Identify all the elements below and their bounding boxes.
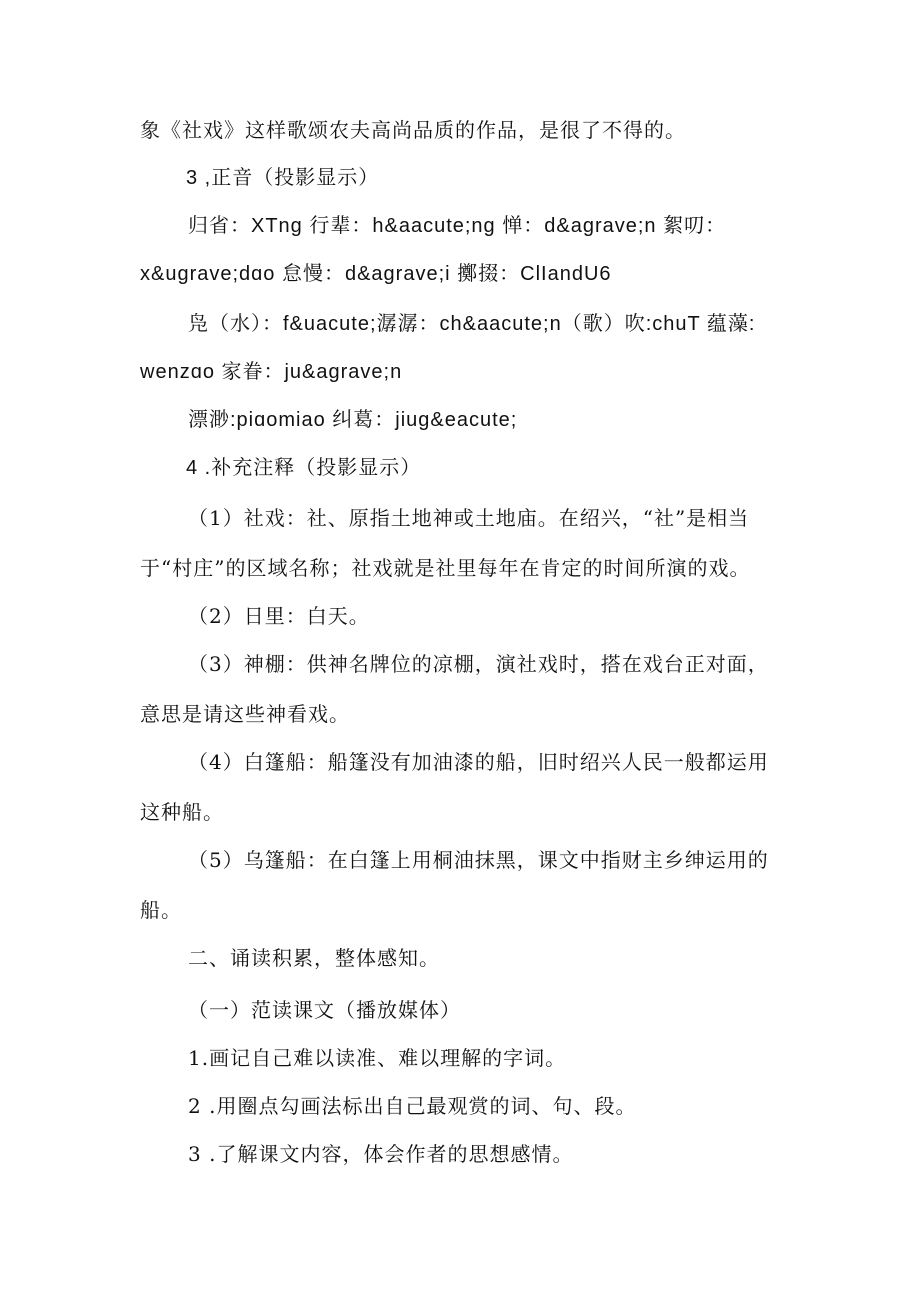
text-line: 漂渺:piɑomiao 纠葛：jiug&eacute;	[188, 409, 518, 431]
text-line: （3）神棚：供神名牌位的凉棚，演社戏时，搭在戏台正对面，	[188, 652, 769, 676]
list-item: 1.画记自己难以读准、难以理解的字词。	[188, 1046, 567, 1070]
text-line: （4）白篷船：船篷没有加油漆的船，旧时绍兴人民一般都运用	[188, 750, 769, 774]
text-line: （5）乌篷船：在白篷上用桐油抹黑，课文中指财主乡绅运用的	[188, 848, 769, 872]
text-line: 象《社戏》这样歌颂农夫高尚品质的作品，是很了不得的。	[140, 118, 686, 142]
subsection-heading: （一）范读课文（播放媒体）	[188, 998, 461, 1022]
text-line: wenzɑo 家眷：ju&agrave;n	[140, 361, 403, 383]
section-heading: 4 .补充注释（投影显示）	[186, 457, 422, 479]
text-line: 于“村庄”的区域名称；社戏就是社里每年在肯定的时间所演的戏。	[140, 556, 751, 580]
section-heading: 3 ,正音（投影显示）	[186, 167, 380, 189]
text-line: x&ugrave;dɑo 怠慢：d&agrave;i 擲掇：ClIandU6	[140, 263, 612, 285]
text-line: 凫（水）：f&uacute;潺潺：ch&aacute;n（歌）吹:chuT 蕴藻:	[188, 313, 756, 335]
section-heading: 二、诵读积累，整体感知。	[188, 946, 440, 970]
text-line: 船。	[140, 898, 182, 922]
text-line: 归省：XTng 行辈：h&aacute;ng 惮：d&agrave;n 絮叨：	[188, 215, 727, 237]
list-item: 3 .了解课文内容，体会作者的思想感情。	[188, 1142, 574, 1166]
list-item: 2 .用圈点勾画法标出自己最观赏的词、句、段。	[188, 1094, 637, 1118]
text-line: （2）日里：白天。	[188, 604, 370, 628]
text-line: 这种船。	[140, 800, 224, 824]
text-line: （1）社戏：社、原指土地神或土地庙。在绍兴，“社”是相当	[188, 506, 750, 530]
text-line: 意思是请这些神看戏。	[140, 702, 350, 726]
